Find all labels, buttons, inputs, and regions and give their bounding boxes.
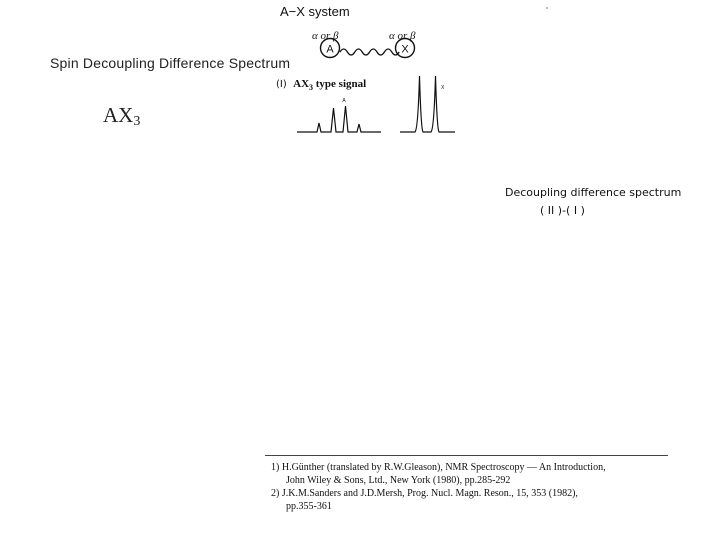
difference-spectrum-title: Decoupling difference spectrum <box>505 186 682 199</box>
compound-label <box>103 103 140 130</box>
peak-label-a: A <box>342 98 346 104</box>
coupling-wave <box>340 49 399 55</box>
difference-formula: ( II )-( I ) <box>540 204 585 217</box>
reference-number: 1) <box>271 462 280 473</box>
reference-number: 2) <box>271 488 280 499</box>
reference-line-continued: John Wiley & Sons, Ltd., New York (1980), pp.285-292 <box>286 475 511 486</box>
compound-subscript: 3 <box>133 114 141 129</box>
doublet-peaks-x <box>400 76 455 132</box>
compound-base: AX <box>103 103 134 127</box>
peak-label-x: X <box>441 85 445 91</box>
scan-speck <box>546 7 548 9</box>
signal-number: (I) <box>276 79 287 90</box>
reference-item <box>271 461 671 474</box>
spin-label-a: α or β <box>312 30 339 42</box>
spin-label-x: α or β <box>389 30 416 42</box>
reference-line: J.K.M.Sanders and J.D.Mersh, Prog. Nucl. Magn. Reson., 15, 353 (1982), <box>281 488 578 499</box>
quartet-peaks-a <box>297 106 381 132</box>
references <box>271 461 671 513</box>
slide-title: Spin Decoupling Difference Spectrum <box>50 55 291 71</box>
reference-line: H.Günther (translated by R.W.Gleason), NMR Spectroscopy — An Introduction, <box>281 462 606 473</box>
signal-title-text: type signal <box>313 78 367 90</box>
nucleus-x-label: X <box>401 43 409 56</box>
ax3-spectrum <box>295 70 465 140</box>
spin-coupling-diagram <box>300 36 440 68</box>
system-title: A−X system <box>280 4 350 19</box>
signal-title-subscript: 3 <box>309 83 314 93</box>
reference-item <box>271 487 671 500</box>
nucleus-a-label: A <box>326 43 334 56</box>
reference-divider <box>265 455 668 456</box>
signal-title-base: AX <box>293 78 310 90</box>
reference-line-continued: pp.355-361 <box>286 501 332 512</box>
